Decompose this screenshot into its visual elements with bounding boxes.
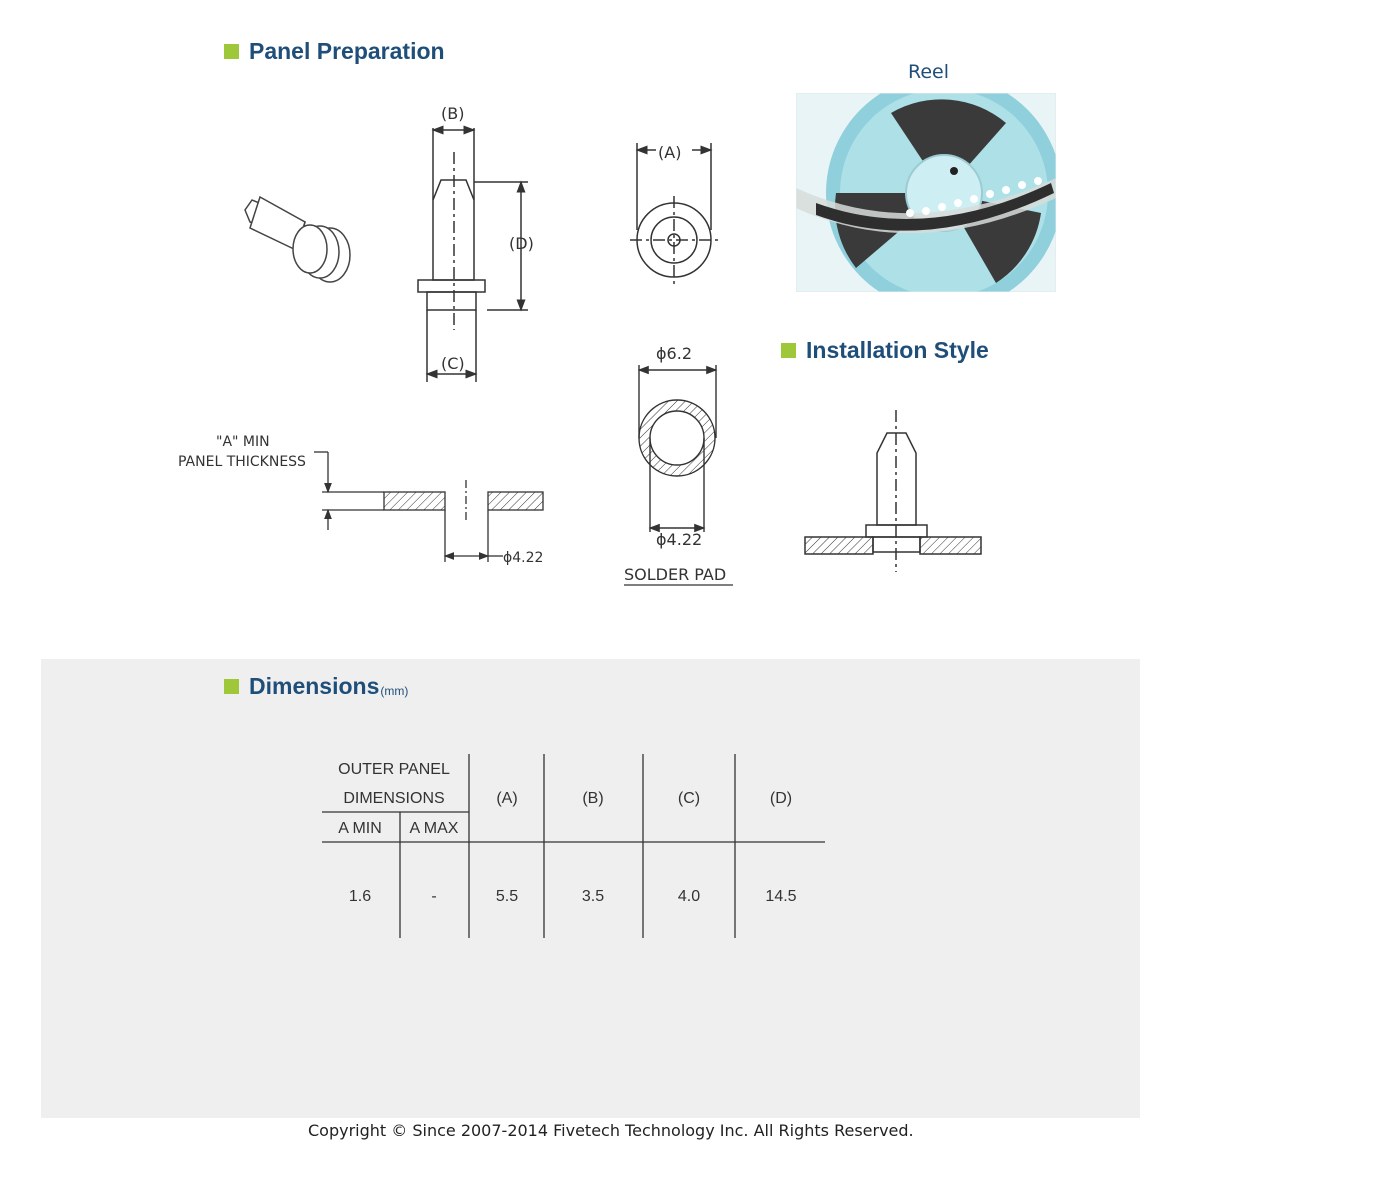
dimensions-title: Dimensions [249, 673, 380, 699]
dimensions-unit: (mm) [380, 683, 409, 698]
dim-d-label: (D) [509, 234, 534, 253]
table-cell: 4.0 [677, 888, 701, 905]
table-cell: 14.5 [765, 888, 797, 905]
table-cell: 5.5 [495, 888, 519, 905]
table-header-dimensions: DIMENSIONS [343, 790, 445, 807]
table-grid [322, 754, 825, 938]
pad-outer-diameter-label: ϕ6.2 [656, 344, 692, 363]
table-cell: 3.5 [581, 888, 605, 905]
table-header-a-min: A MIN [338, 820, 382, 837]
dim-a-label: (A) [658, 143, 682, 162]
panel-thickness-label: PANEL THICKNESS [178, 454, 306, 470]
installation-style-title: Installation Style [806, 337, 989, 363]
table-header-d: (D) [769, 790, 793, 807]
table-header-a: (A) [496, 790, 518, 807]
table-header-c: (C) [677, 790, 701, 807]
hole-diameter-label: ϕ4.22 [503, 550, 544, 566]
panel-preparation-title: Panel Preparation [249, 38, 445, 64]
copyright-footer: Copyright © Since 2007-2014 Fivetech Technology Inc. All Rights Reserved. [308, 1121, 914, 1140]
table-header-outer-panel: OUTER PANEL [338, 761, 450, 778]
table-header-a-max: A MAX [409, 820, 459, 837]
dim-c-label: (C) [441, 354, 465, 373]
table-cell: - [431, 888, 437, 905]
table-header-b: (B) [582, 790, 604, 807]
solder-pad-label: SOLDER PAD [624, 565, 727, 584]
dim-b-label: (B) [441, 104, 465, 123]
a-min-label: "A" MIN [216, 434, 270, 450]
reel-title: Reel [908, 61, 950, 83]
pad-inner-diameter-label: ϕ4.22 [656, 530, 703, 549]
table-cell: 1.6 [348, 888, 372, 905]
